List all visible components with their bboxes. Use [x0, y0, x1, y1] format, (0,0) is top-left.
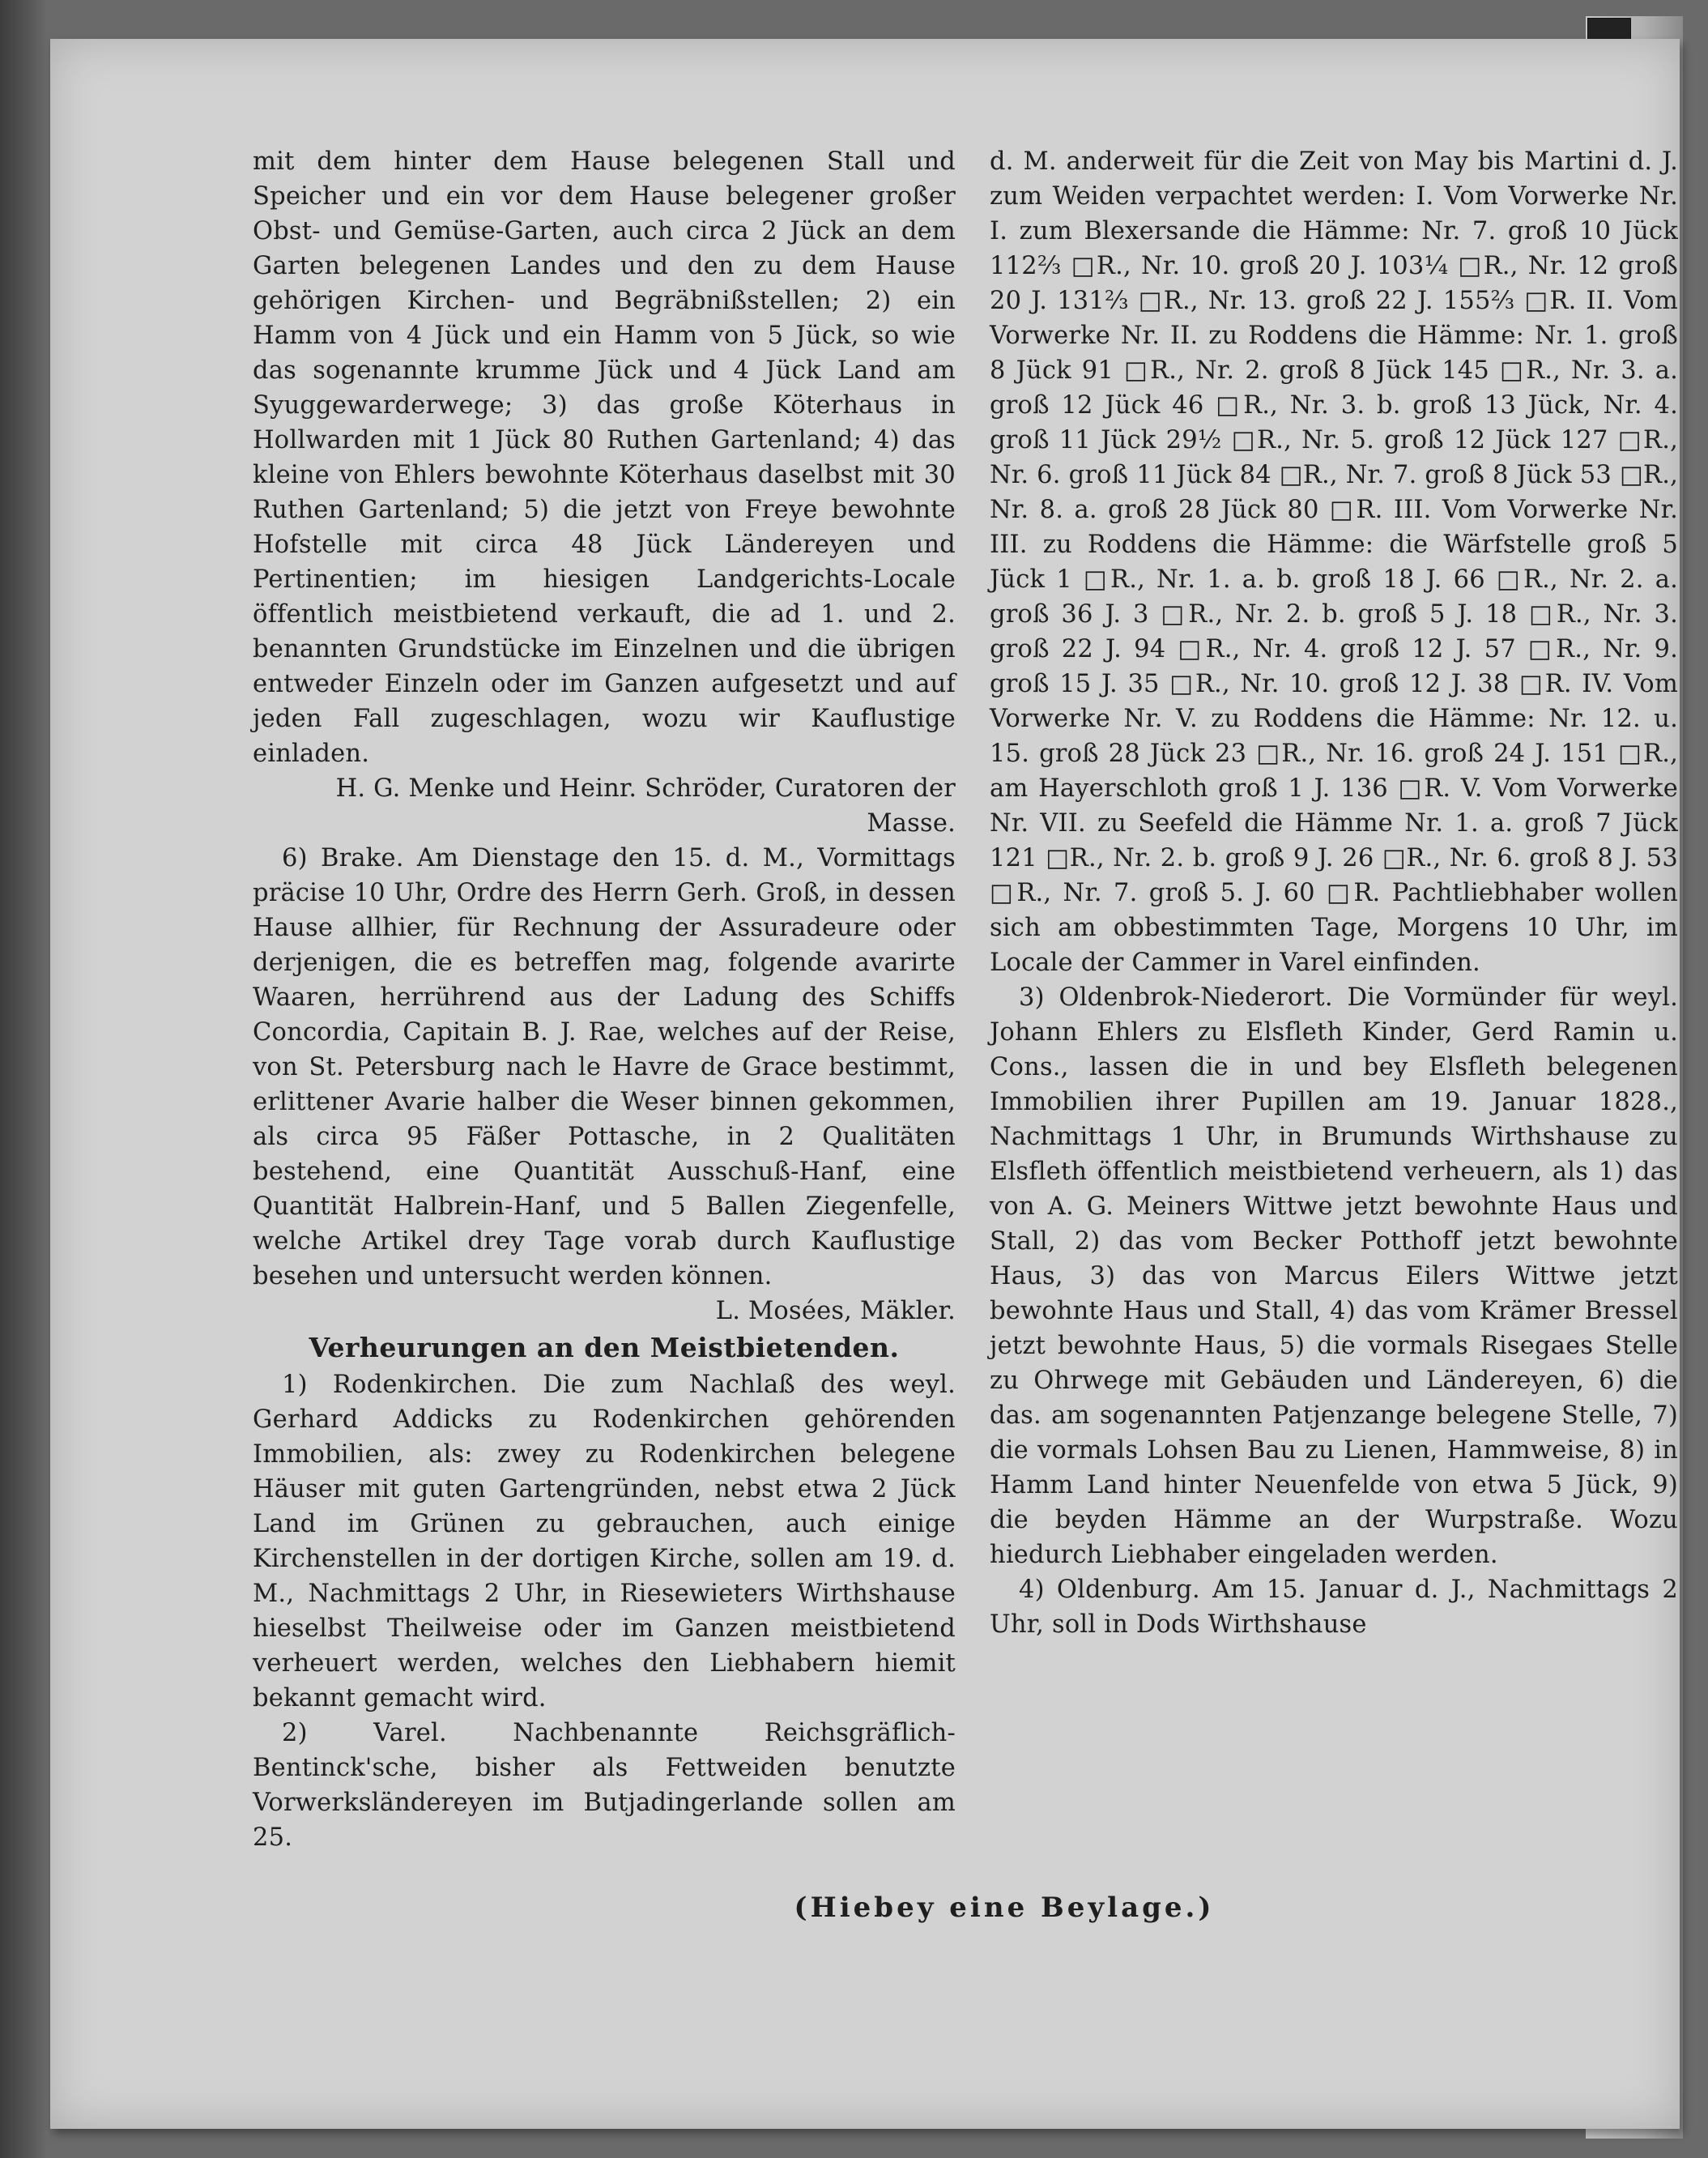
left-paragraph-1: mit dem hinter dem Hause belegenen Stall und Speicher und ein vor dem Hause belegener großer Obst- und Gemüse-Garten, auch circa 2 Jück an dem Garten belegenen Landes und den zu dem Hause gehörigen Kirchen- und Begräbnißstellen; 2) ein Hamm von 4 Jück und ein Hamm von 5 Jück, so wie das sogenannte krumme Jück und 4 Jück Land am Syuggewarderwege; 3) das große Köterhaus in Hollwarden mit 1 Jück 80 Ruthen Gartenland; 4) das kleine von Ehlers bewohnte Köterhaus daselbst mit 30 Ruthen Gartenland; 5) die jetzt von Freye bewohnte Hofstelle mit circa 48 Jück Ländereyen und Pertinentien; im hiesigen Landgerichts-Locale öffentlich meistbietend verkauft, die ad 1. und 2. benannten Grundstücke im Einzelnen und die übrigen entweder Einzeln oder im Ganzen aufgesetzt und auf jeden Fall zugeschlagen, wozu wir Kauflustige einladen.: [253, 147, 956, 768]
left-column: [253, 144, 956, 1855]
left-paragraph-2: 6) Brake. Am Dienstage den 15. d. M., Vormittags präcise 10 Uhr, Ordre des Herrn Gerh. Groß, in dessen Hause allhier, für Rechnung der Assuradeure oder derjenigen, die es betreffen mag, folgende avarirte Waaren, herrührend aus der Ladung des Schiffs Concordia, Capitain B. J. Rae, welches auf der Reise, von St. Petersburg nach le Havre de Grace bestimmt, erlittener Avarie halber die Weser binnen gekommen, als circa 95 Fäßer Pottasche, in 2 Qualitäten bestehend, eine Quantität Ausschuß-Hanf, eine Quantität Halbrein-Hanf, und 5 Ballen Ziegenfelle, welche Artikel drey Tage vorab durch Kauflustige besehen und untersucht werden können.: [253, 844, 956, 1290]
left-paragraph-4: 2) Varel. Nachbenannte Reichsgräflich-Bentinck'sche, bisher als Fettweiden benutzte Vorwerksländereyen im Butjadingerlande sollen am 25.: [253, 1719, 956, 1852]
left-paragraph-3: 1) Rodenkirchen. Die zum Nachlaß des weyl. Gerhard Addicks zu Rodenkirchen gehörenden Immobilien, als: zwey zu Rodenkirchen belegene Häuser mit guten Gartengründen, nebst etwa 2 Jück Land im Grünen zu gebrauchen, auch einige Kirchenstellen in der dortigen Kirche, sollen am 19. d. M., Nachmittags 2 Uhr, in Riesewieters Wirthshause hieselbst Theilweise oder im Ganzen meistbietend verheuert werden, welches den Liebhabern hiemit bekannt gemacht wird.: [253, 1371, 956, 1712]
right-paragraph-1: d. M. anderweit für die Zeit von May bis Martini d. J. zum Weiden verpachtet werden: I. Vom Vorwerke Nr. I. zum Blexersande die Hämme: Nr. 7. groß 10 Jück 112⅔ □R., Nr. 10. groß 20 J. 103¼ □R., Nr. 12 groß 20 J. 131⅔ □R., Nr. 13. groß 22 J. 155⅔ □R. II. Vom Vorwerke Nr. II. zu Roddens die Hämme: Nr. 1. groß 8 Jück 91 □R., Nr. 2. groß 8 Jück 145 □R., Nr. 3. a. groß 12 Jück 46 □R., Nr. 3. b. groß 13 Jück, Nr. 4. groß 11 Jück 29½ □R., Nr. 5. groß 12 Jück 127 □R., Nr. 6. groß 11 Jück 84 □R., Nr. 7. groß 8 Jück 53 □R., Nr. 8. a. groß 28 Jück 80 □R. III. Vom Vorwerke Nr. III. zu Roddens die Hämme: die Wärfstelle groß 5 Jück 1 □R., Nr. 1. a. b. groß 18 J. 66 □R., Nr. 2. a. groß 36 J. 3 □R., Nr. 2. b. groß 5 J. 18 □R., Nr. 3. groß 22 J. 94 □R., Nr. 4. groß 12 J. 57 □R., Nr. 9. groß 15 J. 35 □R., Nr. 10. groß 12 J. 38 □R. IV. Vom Vorwerke Nr. V. zu Roddens die Hämme: Nr. 12. u. 15. groß 28 Jück 23 □R., Nr. 16. groß 24 J. 151 □R., am Hayerschloth groß 1 J. 136 □R. V. Vom Vorwerke Nr. VII. zu Seefeld die Hämme Nr. 1. a. groß 7 Jück 121 □R., Nr. 2. b. groß 9 J. 26 □R., Nr. 6. groß 8 J. 53 □R., Nr. 7. groß 5. J. 60 □R. Pachtliebhaber wollen sich am obbestimmten Tage, Morgens 10 Uhr, im Locale der Cammer in Varel einfinden.: [990, 147, 1678, 977]
left-signature-2: L. Mosées, Mäkler.: [715, 1297, 956, 1325]
left-signature-1: H. G. Menke und Heinr. Schröder, Curatoren der Masse.: [335, 774, 956, 838]
right-paragraph-3: 4) Oldenburg. Am 15. Januar d. J., Nachmittags 2 Uhr, soll in Dods Wirthshause: [990, 1576, 1678, 1639]
supplement-notice: (Hiebey eine Beylage.): [794, 1891, 1215, 1924]
right-paragraph-2: 3) Oldenbrok-Niederort. Die Vormünder für weyl. Johann Ehlers zu Elsfleth Kinder, Gerd Ramin u. Cons., lassen die in und bey Elsfleth belegenen Immobilien ihrer Pupillen am 19. Januar 1828., Nachmittags 1 Uhr, in Brumunds Wirthshause zu Elsfleth öffentlich meistbietend verheuern, als 1) das von A. G. Meiners Wittwe jetzt bewohnte Haus und Stall, 2) das vom Becker Potthoff jetzt bewohnte Haus, 3) das von Marcus Eilers Wittwe jetzt bewohnte Haus und Stall, 4) das vom Krämer Bressel jetzt bewohnte Haus, 5) die vormals Risegaes Stelle zu Ohrwege mit Gebäuden und Ländereyen, 6) die das. am sogenannten Patjenzange belegene Stelle, 7) die vormals Lohsen Bau zu Lienen, Hammweise, 8) in Hamm Land hinter Neuenfelde von etwa 5 Jück, 9) die beyden Hämme an der Wurpstraße. Wozu hiedurch Liebhaber eingeladen werden.: [990, 983, 1678, 1569]
right-column: [990, 144, 1678, 1642]
section-heading: Verheurungen an den Meistbietenden.: [309, 1332, 900, 1363]
